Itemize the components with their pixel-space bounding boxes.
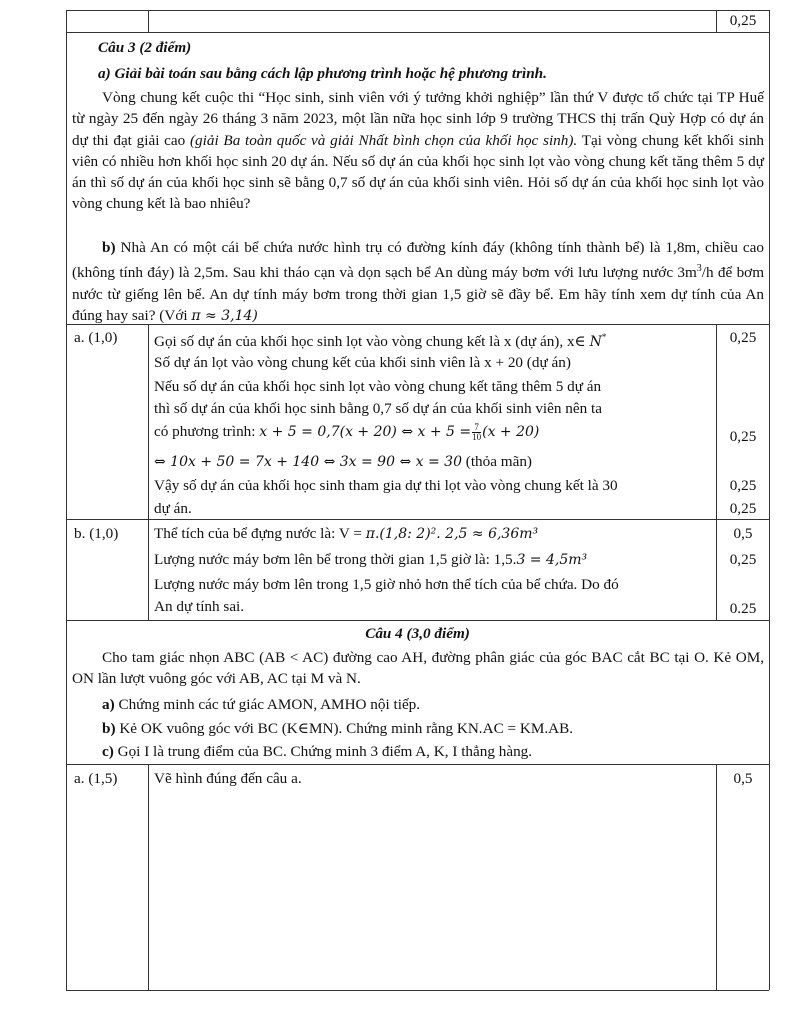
col-separator-1 bbox=[148, 324, 149, 620]
row-separator bbox=[66, 32, 769, 33]
solution-4a-label: a. (1,5) bbox=[74, 770, 118, 787]
solution-a-line-4: thì số dự án của khối học sinh bằng 0,7 số dự án của khối sinh viên nên ta bbox=[154, 400, 602, 417]
solution-a-solve bbox=[154, 451, 532, 473]
question-3a-sentence-rest: Tại vòng chung kết khối sinh viên có nhiều hơn khối học sinh 20 dự án. Nếu số dự án của khối học sinh lọt vào vòng chung kết tăng thêm 5 dự án thì số dự án của khối học sinh sẽ bằng 0,7 số dự án của khối sinh viên. Hỏi số dự án của khối học sinh lọt vào vòng chung kết là bao nhiêu? bbox=[72, 131, 765, 213]
solution-b-pumped bbox=[154, 549, 587, 571]
table-right-border bbox=[769, 10, 770, 990]
row-separator bbox=[66, 620, 769, 621]
question-3a-sentence: Vòng chung kết cuộc thi “Học sinh, sinh viên với ý tưởng khởi nghiệp” lần thứ V được tổ chức tại TP Huế từ ngày 25 đến ngày 26 tháng 3 năm 2023, một lần nữa học sinh lớp 9 trường THCS thị trấn Quỳ Hợp có dự án dự thi đạt giải cao bbox=[72, 89, 764, 149]
question-4c bbox=[102, 741, 532, 762]
question-3a-title: a) Giải bài toán sau bằng cách lập phương trình hoặc hệ phương trình. bbox=[98, 65, 547, 82]
score-cell: 0,25 bbox=[729, 12, 757, 29]
col-separator-2 bbox=[716, 764, 717, 990]
volume-math: π.(1,8: 2)². 2,5 ≈ 6,36m³ bbox=[365, 526, 539, 542]
score-cell: 0,25 bbox=[729, 500, 757, 517]
answer-table bbox=[66, 10, 769, 990]
question-4a-text: Chứng minh các tứ giác AMON, AMHO nội tiếp. bbox=[118, 696, 421, 713]
pumped-text: Lượng nước máy bơm lên bể trong thời gian 1,5 giờ là: 1,5. bbox=[154, 551, 517, 568]
question-4a bbox=[102, 694, 420, 715]
solution-a-line-1-text: Gọi số dự án của khối học sinh lọt vào vòng chung kết là x (dự án), x∈ bbox=[154, 333, 586, 351]
question-4b-label: b) bbox=[102, 720, 116, 737]
col-separator-1 bbox=[148, 764, 149, 990]
superscript: 3 bbox=[696, 263, 702, 275]
question-3a-note: (giải Ba toàn quốc và giải Nhất bình chọn của khối học sinh). bbox=[190, 131, 578, 149]
equation-intro: có phương trình: bbox=[154, 423, 256, 440]
solution-b-conclusion: An dự tính sai. bbox=[154, 598, 245, 615]
score-cell: 0,5 bbox=[733, 525, 753, 542]
solution-b-volume bbox=[154, 523, 538, 545]
table-bottom-border bbox=[66, 990, 769, 991]
question-3b-text bbox=[72, 237, 764, 327]
superscript: * bbox=[601, 332, 607, 342]
question-4a-label: a) bbox=[102, 696, 115, 713]
solution-a-conclusion-end: dự án. bbox=[154, 500, 192, 517]
col-separator-2 bbox=[716, 324, 717, 620]
col-separator-1 bbox=[148, 10, 149, 32]
solve-math: ⇔ 10x + 50 = 7x + 140 ⇔ 3x = 90 ⇔ x = 30 bbox=[154, 454, 462, 470]
solution-a-line-1 bbox=[154, 327, 606, 353]
solution-a-conclusion: Vậy số dự án của khối học sinh tham gia dự thi lọt vào vòng chung kết là 30 bbox=[154, 477, 618, 494]
row-separator bbox=[66, 519, 769, 520]
fraction-numerator: 7 bbox=[472, 423, 481, 433]
equation-math: (x + 20) bbox=[482, 424, 540, 440]
solution-4a-text: Vẽ hình đúng đến câu a. bbox=[154, 770, 302, 787]
question-4-heading: Câu 4 (3,0 điểm) bbox=[365, 625, 470, 642]
solution-a-equation bbox=[154, 421, 539, 443]
question-4b bbox=[102, 718, 573, 739]
table-top-border bbox=[66, 10, 769, 11]
question-3b-sentence-rest: /h để bơm nước từ giếng lên bể. An dự tính máy bơm trong thời gian 1,5 giờ sẽ đầy bể. Em hãy tính xem dự tính của An đúng hay sai? (Với bbox=[72, 264, 765, 324]
solution-b-label: b. (1,0) bbox=[74, 525, 119, 542]
score-cell: 0.25 bbox=[729, 600, 757, 617]
equation-math: x + 5 = 0,7(x + 20) ⇔ x + 5 = bbox=[259, 424, 472, 440]
solution-a-label: a. (1,0) bbox=[74, 329, 118, 346]
score-cell: 0,25 bbox=[729, 551, 757, 568]
volume-text: Thể tích của bể đựng nước là: V = bbox=[154, 525, 362, 542]
solution-a-line-2: Số dự án lọt vào vòng chung kết của khối sinh viên là x + 20 (dự án) bbox=[154, 354, 571, 371]
solution-b-compare: Lượng nước máy bơm lên trong 1,5 giờ nhỏ hơn thể tích của bể chứa. Do đó bbox=[154, 576, 619, 593]
score-cell: 0,25 bbox=[729, 329, 757, 346]
score-cell: 0,25 bbox=[729, 428, 757, 445]
solve-note: (thỏa mãn) bbox=[465, 453, 532, 470]
row-separator bbox=[66, 764, 769, 765]
set-symbol: N bbox=[589, 334, 602, 351]
fraction bbox=[472, 423, 481, 442]
pumped-math: 3 = 4,5m³ bbox=[516, 552, 588, 568]
question-3b-label: b) bbox=[102, 239, 116, 256]
table-left-border bbox=[66, 10, 67, 990]
question-3b-sentence: Nhà An có một cái bể chứa nước hình trụ có đường kính đáy (không tính thành bể) là 1,8m, chiều cao (không tính đáy) là 2,5m. Sau khi tháo cạn và dọn sạch bể An dùng máy bơm với lưu lượng nước 3m bbox=[72, 239, 765, 282]
question-4b-text: Kẻ OK vuông góc với BC (K∈MN). Chứng minh rằng KN.AC = KM.AB. bbox=[119, 720, 574, 737]
score-cell: 0,25 bbox=[729, 477, 757, 494]
question-3-heading: Câu 3 (2 điểm) bbox=[98, 39, 192, 56]
question-3a-text bbox=[72, 87, 764, 215]
pi-approximation: π ≈ 3,14) bbox=[191, 307, 258, 324]
question-4c-label: c) bbox=[102, 743, 114, 760]
solution-a-line-3: Nếu số dự án của khối học sinh lọt vào vòng chung kết tăng thêm 5 dự án bbox=[154, 378, 602, 395]
fraction-denominator: 10 bbox=[472, 432, 482, 443]
question-4c-text: Gọi I là trung điểm của BC. Chứng minh 3 điểm A, K, I thẳng hàng. bbox=[117, 743, 533, 760]
question-4-text: Cho tam giác nhọn ABC (AB < AC) đường cao AH, đường phân giác của góc BAC cắt BC tại O. Kẻ OM, ON lần lượt vuông góc với AB, AC tại M và N. bbox=[72, 649, 764, 688]
score-cell: 0,5 bbox=[733, 770, 753, 787]
